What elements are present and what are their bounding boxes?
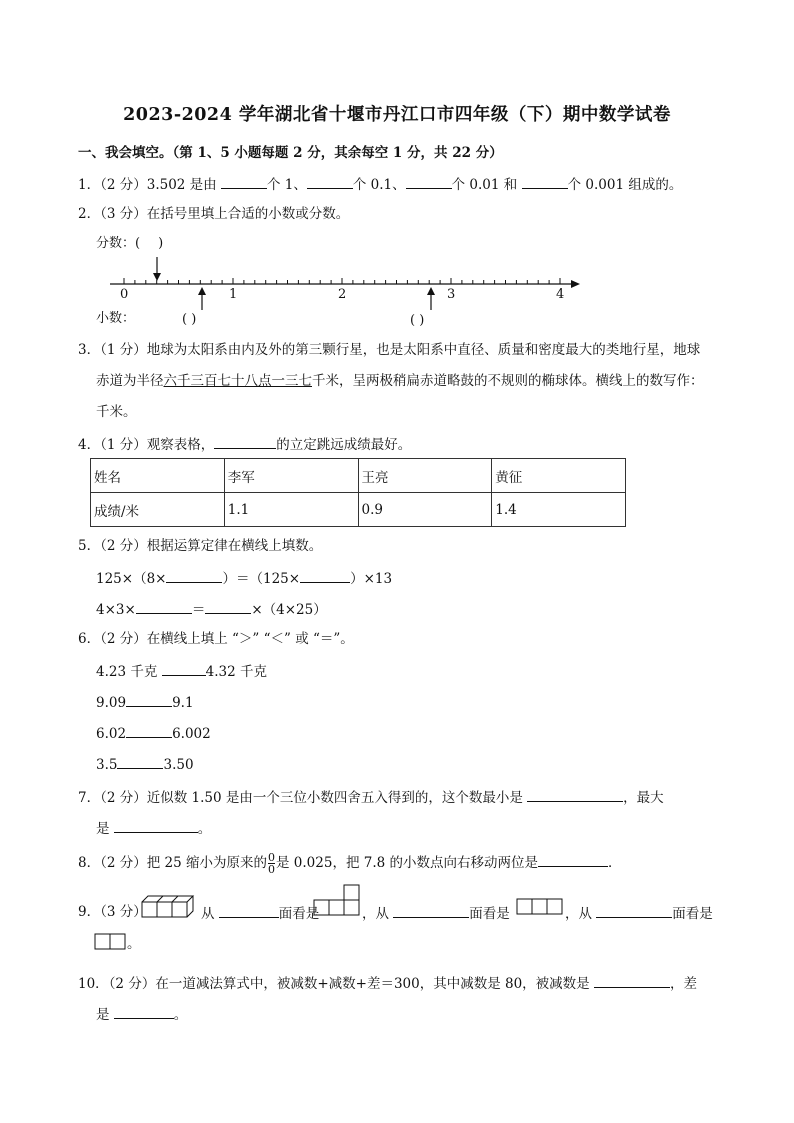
question-text: 根据运算定律在横线上填数。 xyxy=(146,538,323,554)
compare-row: 3.5 3.50 xyxy=(96,754,194,774)
question-number: 8． xyxy=(78,855,101,871)
answer-blank[interactable] xyxy=(166,568,222,583)
question-score: （2 分） xyxy=(100,855,147,871)
table-cell: 1.1 xyxy=(224,493,358,527)
answer-blank[interactable] xyxy=(538,852,608,867)
question-8: 8．（2 分）把 25 缩小为原来的 $\frac{0}{0}$ 是 0.025，把 7.8 的小数点向右移动两位是 ． xyxy=(78,851,622,876)
question-text: ，差 xyxy=(669,976,697,992)
answer-blank[interactable] xyxy=(136,599,192,614)
table-cell: 1.4 xyxy=(492,493,626,527)
question-3-line3: 千米。 xyxy=(96,404,137,420)
question-text: 近似数 1.50 是由一个三位小数四舍五入得到的，这个数最小是 xyxy=(146,790,523,806)
question-text: 个 1、 xyxy=(266,177,307,193)
table-row xyxy=(91,493,626,527)
tick-label: 4 xyxy=(556,287,565,302)
tick-label: 3 xyxy=(447,287,456,302)
compare-row: 9.09 9.1 xyxy=(96,692,194,712)
question-score: （2 分） xyxy=(100,538,147,554)
answer-blank[interactable] xyxy=(114,1004,174,1019)
tick-label: 2 xyxy=(338,287,347,302)
question-number: 6． xyxy=(78,631,101,647)
table-cell: 黄征 xyxy=(492,459,626,493)
question-9 xyxy=(78,903,147,921)
answer-paren[interactable]: ( ) xyxy=(182,312,197,327)
answer-blank[interactable] xyxy=(117,754,163,769)
question-text: 的立定跳远成绩最好。 xyxy=(276,437,412,453)
question-5-line2: 4×3× ＝ ×（4×25） xyxy=(96,599,327,619)
question-number: 1． xyxy=(78,177,101,193)
section-heading: 一、我会填空。（第 1、5 小题每题 2 分，其余每空 1 分，共 22 分） xyxy=(78,145,503,161)
answer-blank[interactable] xyxy=(205,599,251,614)
decimal-label: 小数： xyxy=(96,311,136,326)
question-text: 是 0.025，把 7.8 的小数点向右移动两位是 xyxy=(276,855,538,871)
question-score: （2 分） xyxy=(108,976,156,992)
question-score: （1 分） xyxy=(100,342,147,358)
question-text: ，最大 xyxy=(623,790,664,806)
question-9-text: 从 面看是 xyxy=(201,903,319,923)
question-score: （2 分） xyxy=(100,790,147,806)
question-text: 个 0.01 和 xyxy=(451,177,518,193)
question-6 xyxy=(78,630,354,648)
question-7 xyxy=(78,787,664,807)
question-text: 3.502 是由 xyxy=(146,177,217,193)
answer-blank[interactable] xyxy=(393,903,469,918)
view-figure-icon xyxy=(516,898,564,916)
table-cell: 0.9 xyxy=(358,493,492,527)
question-text: 观察表格， xyxy=(146,437,215,453)
question-text: 在横线上填上 “＞” “＜” 或 “＝”。 xyxy=(146,631,354,647)
answer-blank[interactable] xyxy=(527,787,623,802)
question-score: （2 分） xyxy=(100,631,147,647)
question-number: 2． xyxy=(78,206,101,222)
answer-blank[interactable] xyxy=(114,818,198,833)
answer-paren[interactable]: ( ) xyxy=(410,313,425,328)
question-text: 地球为太阳系由内及外的第三颗行星，也是太阳系中直径、质量和密度最大的类地行星，地球 xyxy=(146,342,701,358)
question-number: 5． xyxy=(78,538,101,554)
question-9-text: ，从 面看是 xyxy=(362,903,510,923)
fraction-label: 分数：( ) xyxy=(96,236,164,251)
question-7-line2: 是 。 xyxy=(96,818,211,838)
question-10-line2: 是 。 xyxy=(96,1004,187,1024)
question-5 xyxy=(78,537,322,555)
table-header-row xyxy=(91,459,626,493)
question-number: 4． xyxy=(78,437,101,453)
question-score: （3 分） xyxy=(100,904,147,920)
answer-blank[interactable] xyxy=(162,661,206,676)
answer-blank[interactable] xyxy=(214,434,276,449)
page-title: 2023-2024 学年湖北省十堰市丹江口市四年级（下）期中数学试卷 xyxy=(123,105,671,125)
question-number: 9． xyxy=(78,904,101,920)
question-number: 7． xyxy=(78,790,101,806)
question-4 xyxy=(78,434,411,454)
table-cell: 王亮 xyxy=(358,459,492,493)
question-text: 个 0.1、 xyxy=(352,177,406,193)
table-cell: 姓名 xyxy=(91,459,225,493)
answer-blank[interactable] xyxy=(594,973,670,988)
question-9-text: ，从 面看是 xyxy=(565,903,713,923)
question-10 xyxy=(78,973,697,993)
cube-figure-icon xyxy=(141,895,201,919)
question-number: 3． xyxy=(78,342,101,358)
fraction-placeholder[interactable]: $\frac{0}{0}$ xyxy=(268,851,275,876)
tick-label: 1 xyxy=(229,287,238,302)
question-5-line1: 125×（8× ）＝（125× ）×13 xyxy=(96,568,392,588)
question-text: 在括号里填上合适的小数或分数。 xyxy=(146,206,350,222)
answer-blank[interactable] xyxy=(126,692,172,707)
answer-blank[interactable] xyxy=(126,723,172,738)
question-9-end: 。 xyxy=(127,936,141,952)
question-3-line2: 赤道为半径六千三百七十八点一三七千米，呈两极稍扁赤道略鼓的不规则的椭球体。横线上的数写作： xyxy=(96,373,704,389)
compare-row: 6.02 6.002 xyxy=(96,723,211,743)
question-score: （2 分） xyxy=(100,177,147,193)
question-text: 个 0.001 组成的。 xyxy=(567,177,683,193)
answer-blank[interactable] xyxy=(596,903,672,918)
number-line-ticks xyxy=(124,278,560,284)
underlined-number-words: 六千三百七十八点一三七 xyxy=(163,373,312,389)
question-score: （1 分） xyxy=(100,437,147,453)
question-score: （3 分） xyxy=(100,206,147,222)
view-figure-icon xyxy=(313,884,361,918)
score-table xyxy=(90,458,626,527)
compare-row: 4.23 千克 4.32 千克 xyxy=(96,661,267,681)
view-figure-icon xyxy=(94,933,128,951)
answer-blank[interactable] xyxy=(219,903,279,918)
question-text: 把 25 缩小为原来的 xyxy=(146,855,267,871)
table-cell: 成绩/米 xyxy=(91,493,225,527)
answer-blank[interactable] xyxy=(300,568,350,583)
table-cell: 李军 xyxy=(224,459,358,493)
question-number: 10． xyxy=(78,976,109,992)
question-3 xyxy=(78,341,700,359)
question-text: 在一道减法算式中，被减数+减数+差＝300，其中减数是 80，被减数是 xyxy=(155,976,590,992)
tick-label: 0 xyxy=(120,287,129,302)
